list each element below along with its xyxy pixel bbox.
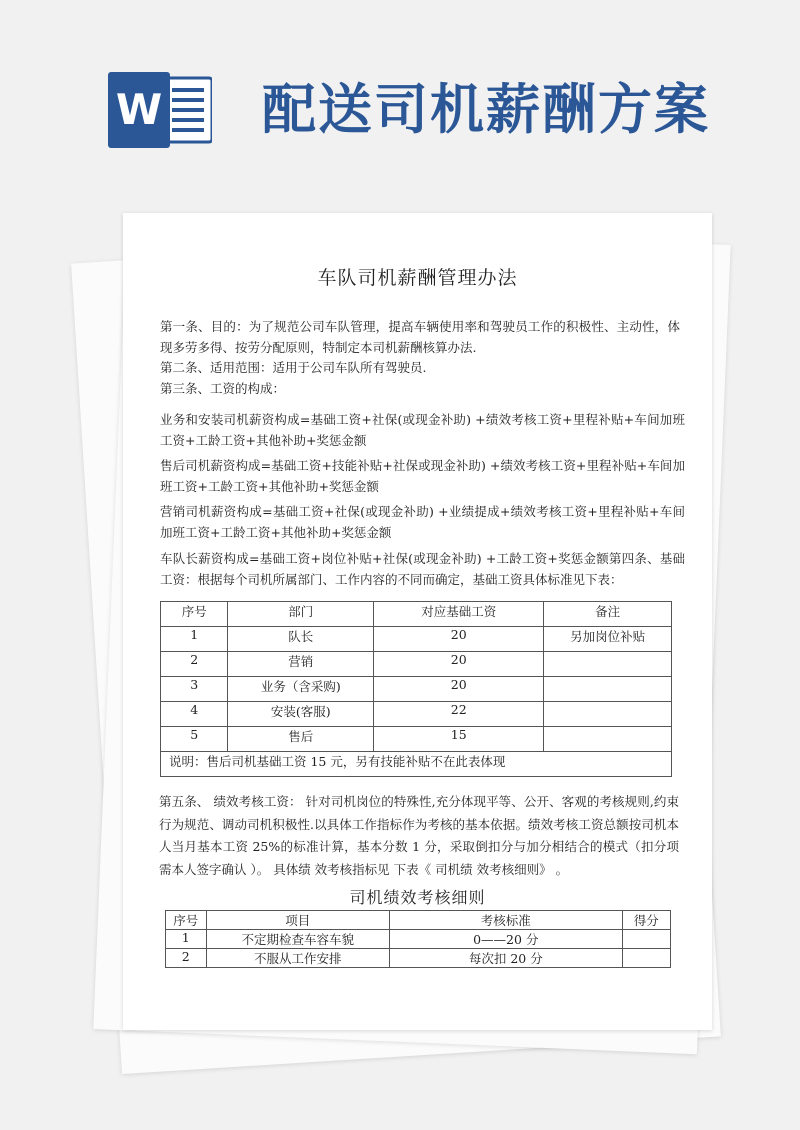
table-cell: 安装(客服) bbox=[228, 702, 374, 727]
table-cell bbox=[544, 727, 672, 752]
table-cell: 队长 bbox=[228, 627, 374, 652]
table-cell: 2 bbox=[166, 949, 207, 968]
article-1-purpose: 第一条、目的：为了规范公司车队管理，提高车辆使用率和驾驶员工作的积极性、主动性，体现多劳多得、按劳分配原则，特制定本司机薪酬核算办法. bbox=[160, 319, 680, 355]
table-cell bbox=[544, 702, 672, 727]
table-cell: 20 bbox=[374, 677, 544, 702]
table-row bbox=[161, 652, 672, 677]
header-cell: 序号 bbox=[161, 602, 228, 627]
header-cell: 对应基础工资 bbox=[374, 602, 544, 627]
header-cell: 考核标准 bbox=[389, 911, 622, 930]
word-logo-letter: W bbox=[115, 85, 163, 134]
header-cell: 备注 bbox=[544, 602, 672, 627]
article-5-performance: 第五条、 绩效考核工资： 针对司机岗位的特殊性,充分体现平等、公开、客观的考核规则,约束行为规范、调动司机积极性.以具体工作指标作为考核的基本依据。绩效考核工资总额按司机本人当月基本工资 25%的标准计算，基本分数 1 分，采取倒扣分与加分相结合的模式（扣分项 需本人签字确认 ）。 具体绩 效考核指标见 下表《 司机绩 效考核细则》 。 bbox=[159, 794, 679, 877]
table-header-row bbox=[166, 911, 671, 930]
table-cell: 3 bbox=[161, 677, 228, 702]
table-cell: 5 bbox=[161, 727, 228, 752]
base-salary-table bbox=[160, 601, 672, 777]
table-cell bbox=[544, 677, 672, 702]
article-2-scope: 第二条、适用范围：适用于公司车队所有驾驶员. bbox=[160, 360, 427, 375]
header-cell: 得分 bbox=[622, 911, 670, 930]
table-header-row bbox=[161, 602, 672, 627]
table-row bbox=[161, 702, 672, 727]
header-cell: 部门 bbox=[228, 602, 374, 627]
table-note: 说明：售后司机基础工资 15 元，另有技能补贴不在此表体现 bbox=[161, 752, 672, 777]
salary-structure-aftersales: 售后司机薪资构成=基础工资+技能补贴+社保或现金补助) +绩效考核工资+里程补贴+车间加班工资+工龄工资+其他补助+奖惩金额 bbox=[160, 458, 685, 494]
document-page bbox=[123, 213, 712, 1030]
word-app-icon bbox=[108, 72, 212, 148]
document-title: 车队司机薪酬管理办法 bbox=[317, 267, 518, 289]
table-cell: 20 bbox=[374, 627, 544, 652]
table-row bbox=[161, 677, 672, 702]
performance-table-title: 司机绩效考核细则 bbox=[349, 888, 486, 907]
table-cell: 售后 bbox=[228, 727, 374, 752]
table-note-row bbox=[161, 752, 672, 777]
table-cell: 20 bbox=[374, 652, 544, 677]
header-cell: 序号 bbox=[166, 911, 207, 930]
table-cell: 1 bbox=[166, 930, 207, 949]
table-cell: 业务（含采购) bbox=[228, 677, 374, 702]
table-cell: 不服从工作安排 bbox=[206, 949, 389, 968]
table-cell bbox=[544, 652, 672, 677]
table-cell: 15 bbox=[374, 727, 544, 752]
banner-title: 配送司机薪酬方案 bbox=[262, 78, 710, 141]
salary-structure-team-leader: 车队长薪资构成=基础工资+岗位补贴+社保(或现金补助) +工龄工资+奖惩金额第四条、基础工资：根据每个司机所属部门、工作内容的不同而确定，基础工资具体标准见下表： bbox=[160, 551, 685, 587]
salary-structure-marketing: 营销司机薪资构成=基础工资+社保(或现金补助) +业绩提成+绩效考核工资+里程补贴+车间加班工资+工龄工资+其他补助+奖惩金额 bbox=[160, 504, 685, 540]
table-row bbox=[166, 930, 671, 949]
table-cell: 0——20 分 bbox=[389, 930, 622, 949]
table-cell bbox=[622, 930, 670, 949]
table-cell: 1 bbox=[161, 627, 228, 652]
table-cell: 不定期检查车容车貌 bbox=[206, 930, 389, 949]
article-3-heading: 第三条、工资的构成： bbox=[160, 381, 286, 396]
table-cell: 每次扣 20 分 bbox=[389, 949, 622, 968]
table-row bbox=[161, 627, 672, 652]
table-cell bbox=[622, 949, 670, 968]
table-cell: 4 bbox=[161, 702, 228, 727]
table-cell: 2 bbox=[161, 652, 228, 677]
table-row bbox=[166, 949, 671, 968]
table-cell: 营销 bbox=[228, 652, 374, 677]
table-row bbox=[161, 727, 672, 752]
table-cell: 22 bbox=[374, 702, 544, 727]
table-cell: 另加岗位补贴 bbox=[544, 627, 672, 652]
performance-table bbox=[165, 910, 671, 968]
salary-structure-business: 业务和安装司机薪资构成=基础工资+社保(或现金补助) +绩效考核工资+里程补贴+车间加班工资+工龄工资+其他补助+奖惩金额 bbox=[160, 412, 685, 448]
header-cell: 项目 bbox=[206, 911, 389, 930]
